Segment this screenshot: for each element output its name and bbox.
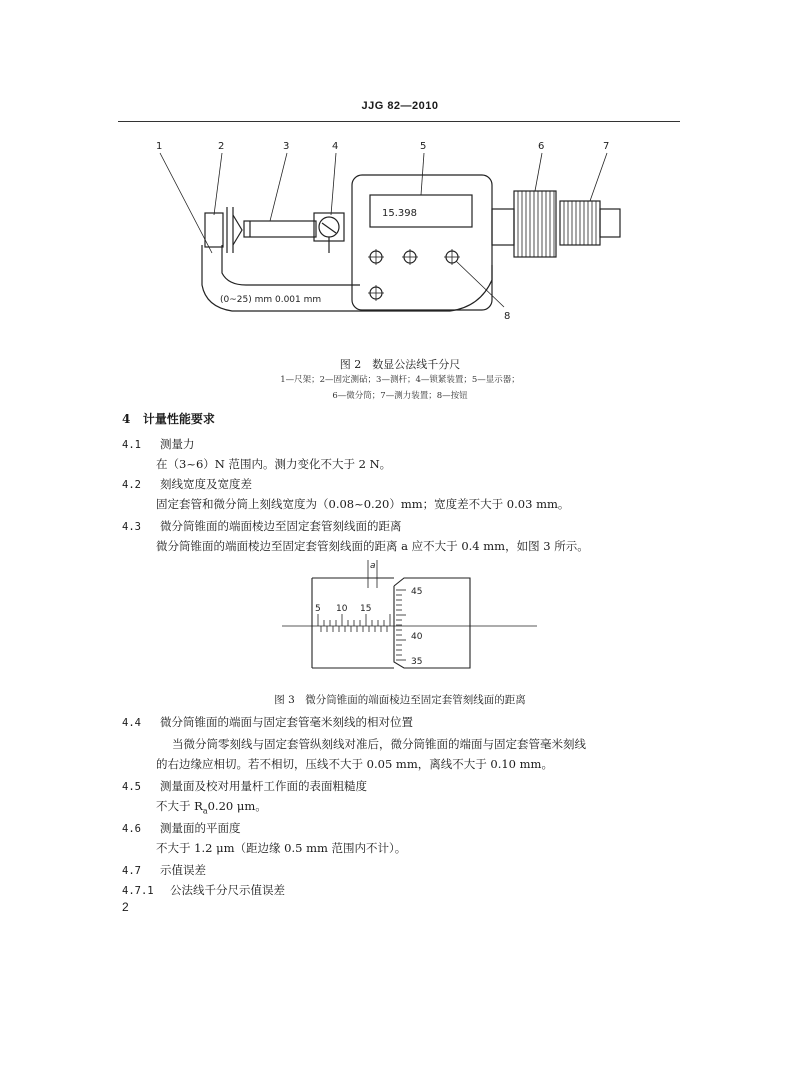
item-4-7-1-heading [122,882,285,899]
item-4-3-heading [122,518,402,535]
item-4-5-body [156,798,267,819]
section-title: 计量性能要求 [142,412,215,426]
item-title: 刻线宽度及宽度差 [160,477,252,491]
sleeve-tick-15: 15 [360,604,372,614]
callout-6: 6 [538,141,545,152]
item-4-3-body: 微分筒锥面的端面棱边至固定套管刻线面的距离 a 应不大于 0.4 mm，如图 3 所示。 [156,539,589,553]
callout-3: 3 [283,141,290,152]
thimble-outline [394,578,470,668]
item-4-6-heading [122,820,241,837]
figure-2-legend-line-2: 6—微分筒；7—测力装置；8—按钮 [332,391,468,401]
sleeve [492,209,514,245]
item-number: 4.5 [122,781,141,793]
range-label: (0~25) mm 0.001 mm [220,295,322,305]
item-number: 4.4 [122,717,141,729]
display-reading: 15.398 [382,208,417,219]
spindle [244,221,316,237]
figure-2-caption: 图 2 数显公法线千分尺 [339,358,461,371]
item-number: 4.6 [122,823,141,835]
item-4-2-body: 固定套管和微分筒上刻线宽度为（0.08~0.20）mm；宽度差不大于 0.03 mm。 [156,497,570,511]
item-4-2-heading [122,476,252,493]
anvil [205,213,223,247]
item-4-4-body-line-2: 的右边缘应相切。若不相切，压线不大于 0.05 mm，离线不大于 0.10 mm。 [156,757,553,771]
item-4-7-heading [122,862,206,879]
callout-8: 8 [504,311,511,322]
item-title: 公法线千分尺示值误差 [170,883,285,897]
page-number: 2 [122,900,129,914]
callout-5: 5 [420,141,427,152]
item-title: 微分筒锥面的端面棱边至固定套管刻线面的距离 [160,519,402,533]
roughness-suffix: 0.20 μm。 [207,799,267,813]
item-title: 示值误差 [160,863,206,877]
section-heading [122,410,215,427]
item-number: 4.1 [122,439,141,451]
thimble-tick-35: 35 [411,657,423,667]
roughness-prefix: 不大于 R [156,799,203,813]
item-title: 测量力 [160,437,195,451]
callout-4: 4 [332,141,339,152]
figure-2-micrometer-drawing [150,135,670,350]
item-4-4-body-line-1: 当微分筒零刻线与固定套管纵刻线对准后，微分筒锥面的端面与固定套管毫米刻线 [172,737,586,751]
callout-2: 2 [218,141,225,152]
item-number: 4.3 [122,521,141,533]
item-number: 4.7 [122,865,141,877]
sleeve-tick-10: 10 [336,604,348,614]
item-4-1-body: 在（3~6）N 范围内。测力变化不大于 2 N。 [156,457,392,471]
item-title: 测量面及校对用量杆工作面的表面粗糙度 [160,779,367,793]
figure-3-scale-drawing [282,558,537,683]
item-title: 测量面的平面度 [160,821,241,835]
thimble-tick-40: 40 [411,632,423,642]
item-4-1-heading [122,436,195,453]
item-4-5-heading [122,778,367,795]
callout-1: 1 [156,141,163,152]
item-4-6-body: 不大于 1.2 μm（距边缘 0.5 mm 范围内不计）。 [156,841,407,855]
roughness-subscript: a [202,806,208,816]
item-title: 微分筒锥面的端面与固定套管毫米刻线的相对位置 [160,715,413,729]
distance-label-a: a [370,561,376,571]
figure-2-legend-line-1: 1—尺架；2—固定测砧；3—测杆；4—锁紧装置；5—显示器； [280,375,520,385]
sleeve-tick-5: 5 [315,604,321,614]
section-number: 4 [122,412,131,426]
header-rule [118,121,680,122]
thimble-tick-45: 45 [411,587,423,597]
item-number: 4.7.1 [122,885,154,897]
item-4-4-heading [122,714,413,731]
document-code: JJG 82—2010 [361,100,439,112]
callout-7: 7 [603,141,610,152]
item-number: 4.2 [122,479,141,491]
figure-3-caption: 图 3 微分筒锥面的端面棱边至固定套管刻线面的距离 [274,694,526,706]
